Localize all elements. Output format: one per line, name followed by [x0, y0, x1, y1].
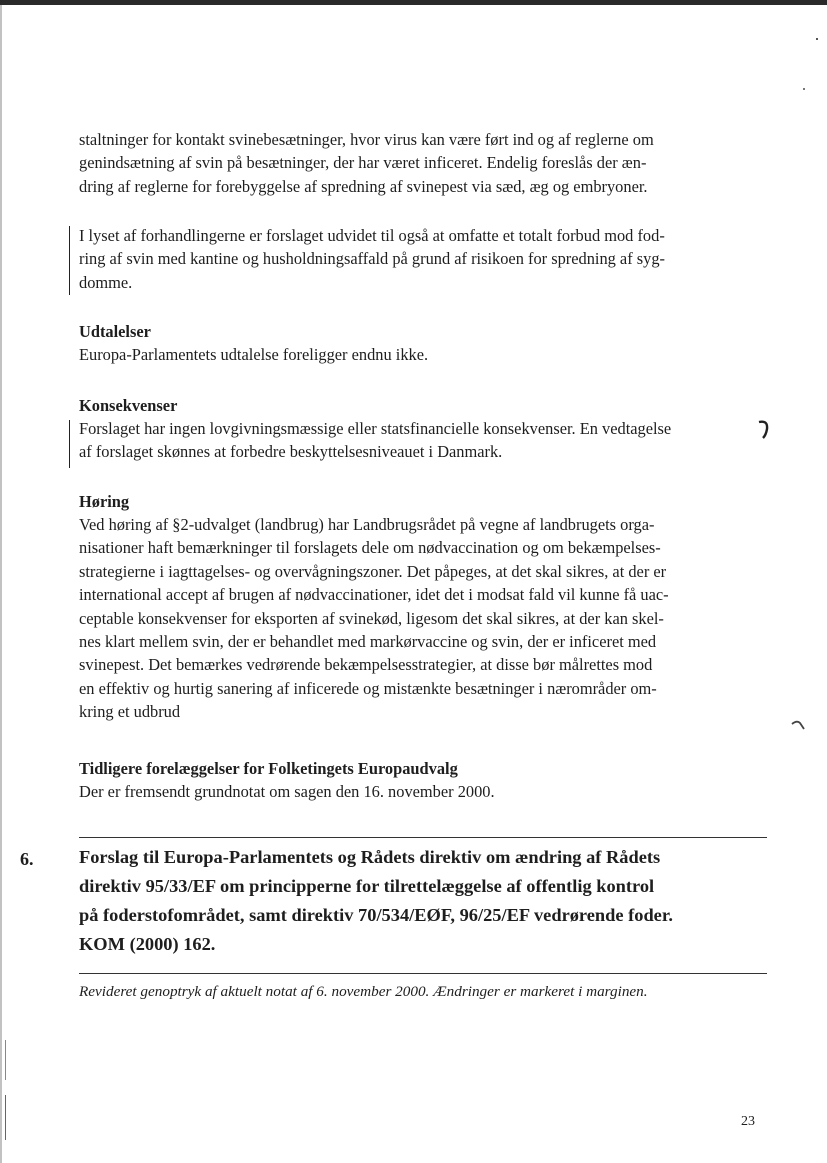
page-number: 23	[741, 1114, 755, 1129]
scan-left-edge	[0, 5, 2, 1163]
scan-top-border	[0, 0, 827, 5]
section-udtalelser	[79, 320, 769, 366]
text-line: domme.	[79, 272, 133, 292]
text-line: I lyset af forhandlingerne er forslaget udvidet til også at omfatte et totalt forbud mod fod-	[79, 226, 665, 245]
text-line: kring et udbrud	[79, 702, 181, 722]
text-line: international accept af brugen af nødvaccinationer, idet det i modsat fald vil kunne få uac-	[79, 585, 669, 605]
title-line: Forslag til Europa-Parlamentets og Rådets direktiv om ændring af Rådets	[79, 847, 661, 867]
scan-mark-icon	[790, 718, 808, 732]
text-line: ceptable konsekvenser for eksporten af svinekød, ligesom det skal sikres, at der kan skel-	[79, 608, 664, 628]
intro-paragraph	[79, 128, 769, 198]
text-line: dring af reglerne for forebyggelse af spredning af svinepest via sæd, æg og embryoner.	[79, 176, 648, 196]
text-line: strategierne i iagttagelses- og overvågningszoner. Det påpeges, at det skal sikres, at der er	[79, 561, 667, 581]
scan-mark-icon	[756, 418, 772, 440]
text-line: staltninger for kontakt svinebesætninger, hvor virus kan være ført ind og af reglerne om	[79, 130, 654, 149]
section-heading: Tidligere forelæggelser for Folketingets Europaudvalg	[79, 759, 458, 778]
section-heading: Høring	[79, 492, 130, 511]
section-rule-bottom	[79, 973, 767, 974]
title-line: på foderstofområdet, samt direktiv 70/534/EØF, 96/25/EF vedrørende foder.	[79, 905, 673, 925]
scan-dot	[816, 38, 818, 40]
text-line: Europa-Parlamentets udtalelse foreligger endnu ikke.	[79, 345, 429, 364]
text-line: nes klart mellem svin, der er behandlet med markørvaccine og svin, der er inficeret med	[79, 632, 657, 652]
text-line: nisationer haft bemærkninger til forslagets dele om nødvaccination og om bekæmpelses-	[79, 538, 661, 558]
section-title	[79, 843, 769, 959]
section-tidligere	[79, 757, 769, 803]
text-line: Forslaget har ingen lovgivningsmæssige eller statsfinancielle konsekvenser. En vedtagelse	[79, 419, 672, 438]
text-line: en effektiv og hurtig sanering af inficerede og mistænkte besætninger i nærområder om-	[79, 678, 657, 698]
text-line: Der er fremsendt grundnotat om sagen den 16. november 2000.	[79, 782, 495, 801]
extension-paragraph	[79, 224, 769, 294]
margin-change-bar	[69, 226, 70, 295]
scan-dot	[803, 88, 805, 90]
section-heading: Konsekvenser	[79, 396, 178, 415]
revision-note: Revideret genoptryk af aktuelt notat af 6. november 2000. Ændringer er markeret i marginen.	[79, 983, 648, 1000]
text-line: Ved høring af §2-udvalget (landbrug) har Landbrugsrådet på vegne af landbrugets orga-	[79, 515, 655, 534]
section-konsekvenser	[79, 394, 769, 464]
scan-edge-mark	[5, 1095, 6, 1140]
section-rule-top	[79, 837, 767, 838]
scan-edge-mark	[5, 1040, 6, 1080]
title-line: KOM (2000) 162.	[79, 934, 216, 954]
text-line: genindsætning af svin på besætninger, der har været inficeret. Endelig foreslås der æn-	[79, 153, 647, 173]
section-number: 6.	[20, 849, 34, 869]
section-horing	[79, 490, 769, 724]
title-line: direktiv 95/33/EF om principperne for tilrettelæggelse af offentlig kontrol	[79, 876, 655, 896]
text-line: svinepest. Det bemærkes vedrørende bekæmpelsesstrategier, at disse bør målrettes mod	[79, 655, 653, 675]
text-line: af forslaget skønnes at forbedre beskyttelsesniveauet i Danmark.	[79, 442, 503, 462]
section-heading: Udtalelser	[79, 322, 151, 341]
margin-change-bar	[69, 420, 70, 468]
text-line: ring af svin med kantine og husholdningsaffald på grund af risikoen for spredning af syg-	[79, 249, 665, 269]
